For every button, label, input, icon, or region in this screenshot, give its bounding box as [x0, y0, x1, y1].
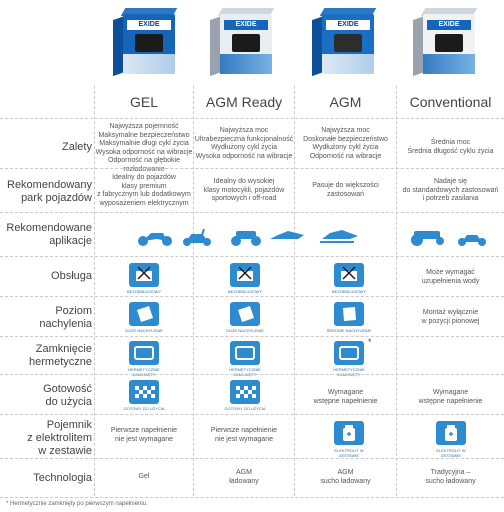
column-header-agm-ready: AGM Ready: [205, 94, 283, 110]
cell-technologia-agm-ready: AGM ładowany: [229, 469, 259, 485]
maintenance-free-icon: [230, 263, 260, 287]
cell-pojemnik-agm-ready: Pierwsze napełnienie nie jest wymagane: [210, 427, 278, 443]
cell-park-gel: Idealny do pojazdów klasy premium z fabrycznym lub dodatkowym wyposażeniem elektrycznym: [97, 174, 191, 207]
cell-nachylenie-conventional: Montaż wyłącznie w pozycji pionowej: [421, 309, 480, 325]
cell-technologia-gel: Gel: [138, 473, 150, 480]
electrolyte-pack-icon: [334, 421, 364, 445]
cell-technologia-agm: AGM sucho ładowany: [320, 469, 371, 485]
row-label-park: Rekomendowany park pojazdów: [7, 179, 92, 204]
icon-label: DUŻE NACHYLENIE: [125, 328, 163, 333]
footnote-asterisk: *: [368, 337, 372, 347]
sport-motorcycle-icon: [135, 227, 175, 247]
cell-zalety-gel: Najwyższa pojemność Maksymalne bezpieczeństwo Maksymalnie długi cykl życia Wysoka odporność na wibracje Odporność na głębokie rozładowanie: [95, 123, 193, 173]
icon-label: BEZOBSŁUGOWY: [227, 289, 262, 294]
column-header-agm: AGM: [329, 94, 362, 110]
icon-label: HERMETYCZNIE ZAMKNIĘTY: [333, 367, 365, 377]
cell-zalety-agm-ready: Najwyższa moc Ultrabezpieczna funkcjonalność Wydłużony cykl życia Wysoka odporność na wibracje: [194, 127, 294, 160]
ready-to-use-icon: [230, 380, 260, 404]
cell-gotowosc-agm: Wymagane wstępne napełnienie: [313, 389, 378, 405]
cell-park-agm-ready: Idealny do wysokiej klasy motocykli, pojazdów sportowych i off-road: [203, 178, 285, 202]
brand-logo: EXIDE: [326, 20, 370, 30]
sealed-battery-icon: [129, 341, 159, 365]
row-label-obsluga: Obsługa: [51, 270, 92, 282]
icon-label: ŚREDNIE NACHYLENIE: [326, 328, 372, 333]
ready-to-use-icon: [129, 380, 159, 404]
icon-label: BEZOBSŁUGOWY: [126, 289, 161, 294]
cell-pojemnik-gel: Pierwsze napełnienie nie jest wymagane: [110, 427, 178, 443]
electrolyte-pack-icon: [436, 421, 466, 445]
column-header-conventional: Conventional: [409, 94, 492, 110]
agm-ready-battery-box: [210, 6, 282, 78]
row-label-aplikacje: Rekomendowane aplikacje: [6, 222, 92, 247]
row-obsluga: [0, 256, 504, 297]
row-label-zalety: Zalety: [62, 141, 92, 153]
icon-label: ELEKTROLIT W ZESTAWIE: [334, 448, 364, 458]
icon-label: HERMETYCZNIE ZAMKNIĘTY: [128, 367, 160, 377]
row-label-pojemnik: Pojemnik z elektrolitem w zestawie: [27, 419, 92, 457]
icon-label: HERMETYCZNIE ZAMKNIĘTY: [229, 367, 261, 377]
tilt-icon: [230, 302, 260, 326]
footnote: * Hermetycznie zamknięty po pierwszym napełnieniu.: [6, 501, 148, 507]
agm-battery-box: [312, 6, 384, 78]
row-gotowosc: [0, 374, 504, 415]
product-images: [0, 0, 504, 86]
brand-logo: EXIDE: [127, 20, 171, 30]
icon-label: GOTOWY DO UŻYCIA: [123, 406, 165, 411]
tilt-icon: [334, 302, 364, 326]
scooter-icon: [455, 227, 489, 247]
icon-label: BEZOBSŁUGOWY: [331, 289, 366, 294]
lawn-tractor-icon: [408, 225, 448, 247]
icon-label: DUŻE NACHYLENIE: [226, 328, 264, 333]
row-label-hermetyczne: Zamknięcie hermetyczne: [29, 343, 92, 368]
row-nachylenie: [0, 296, 504, 337]
conventional-battery-box: [413, 6, 485, 78]
brand-logo: EXIDE: [427, 20, 471, 30]
snowmobile-icon: [318, 227, 360, 245]
brand-logo: EXIDE: [224, 20, 268, 30]
cell-park-agm: Pasuje do większości zastosowań: [312, 182, 379, 198]
cell-zalety-conventional: Średnia moc Średnia długość cyklu życia: [407, 139, 494, 155]
icon-label: ELEKTROLIT W ZESTAWIE: [436, 448, 466, 458]
sealed-battery-icon: [334, 341, 364, 365]
row-pojemnik: [0, 414, 504, 459]
row-park: [0, 168, 504, 213]
row-hermetyczne: [0, 336, 504, 375]
tilt-icon: [129, 302, 159, 326]
atv-icon: [228, 225, 264, 247]
scooter-icon: [180, 227, 214, 247]
cell-gotowosc-conventional: Wymagane wstępne napełnienie: [418, 389, 483, 405]
maintenance-free-icon: [334, 263, 364, 287]
cell-obsluga-conventional: Może wymagać uzupełnienia wody: [421, 269, 480, 285]
icon-label: GOTOWY DO UŻYCIA: [224, 406, 266, 411]
cell-park-conventional: Nadaje się do standardowych zastosowań i potrzeb zasilania: [402, 178, 499, 202]
column-header-gel: GEL: [129, 94, 158, 110]
gel-battery-box: [113, 6, 185, 78]
row-label-nachylenie: Poziom nachylenia: [39, 305, 92, 330]
cell-technologia-conventional: Tradycyjna – sucho ładowany: [425, 469, 476, 485]
row-zalety: [0, 118, 504, 173]
row-label-gotowosc: Gotowość do użycia: [43, 383, 92, 408]
row-technologia: [0, 458, 504, 498]
maintenance-free-icon: [129, 263, 159, 287]
row-label-technologia: Technologia: [33, 472, 92, 484]
cell-zalety-agm: Najwyższa moc Doskonałe bezpieczeństwo Wydłużony cykl życia Odporność na wibracje: [303, 127, 388, 160]
row-aplikacje: [0, 212, 504, 257]
jet-ski-icon: [268, 227, 306, 245]
sealed-battery-icon: [230, 341, 260, 365]
